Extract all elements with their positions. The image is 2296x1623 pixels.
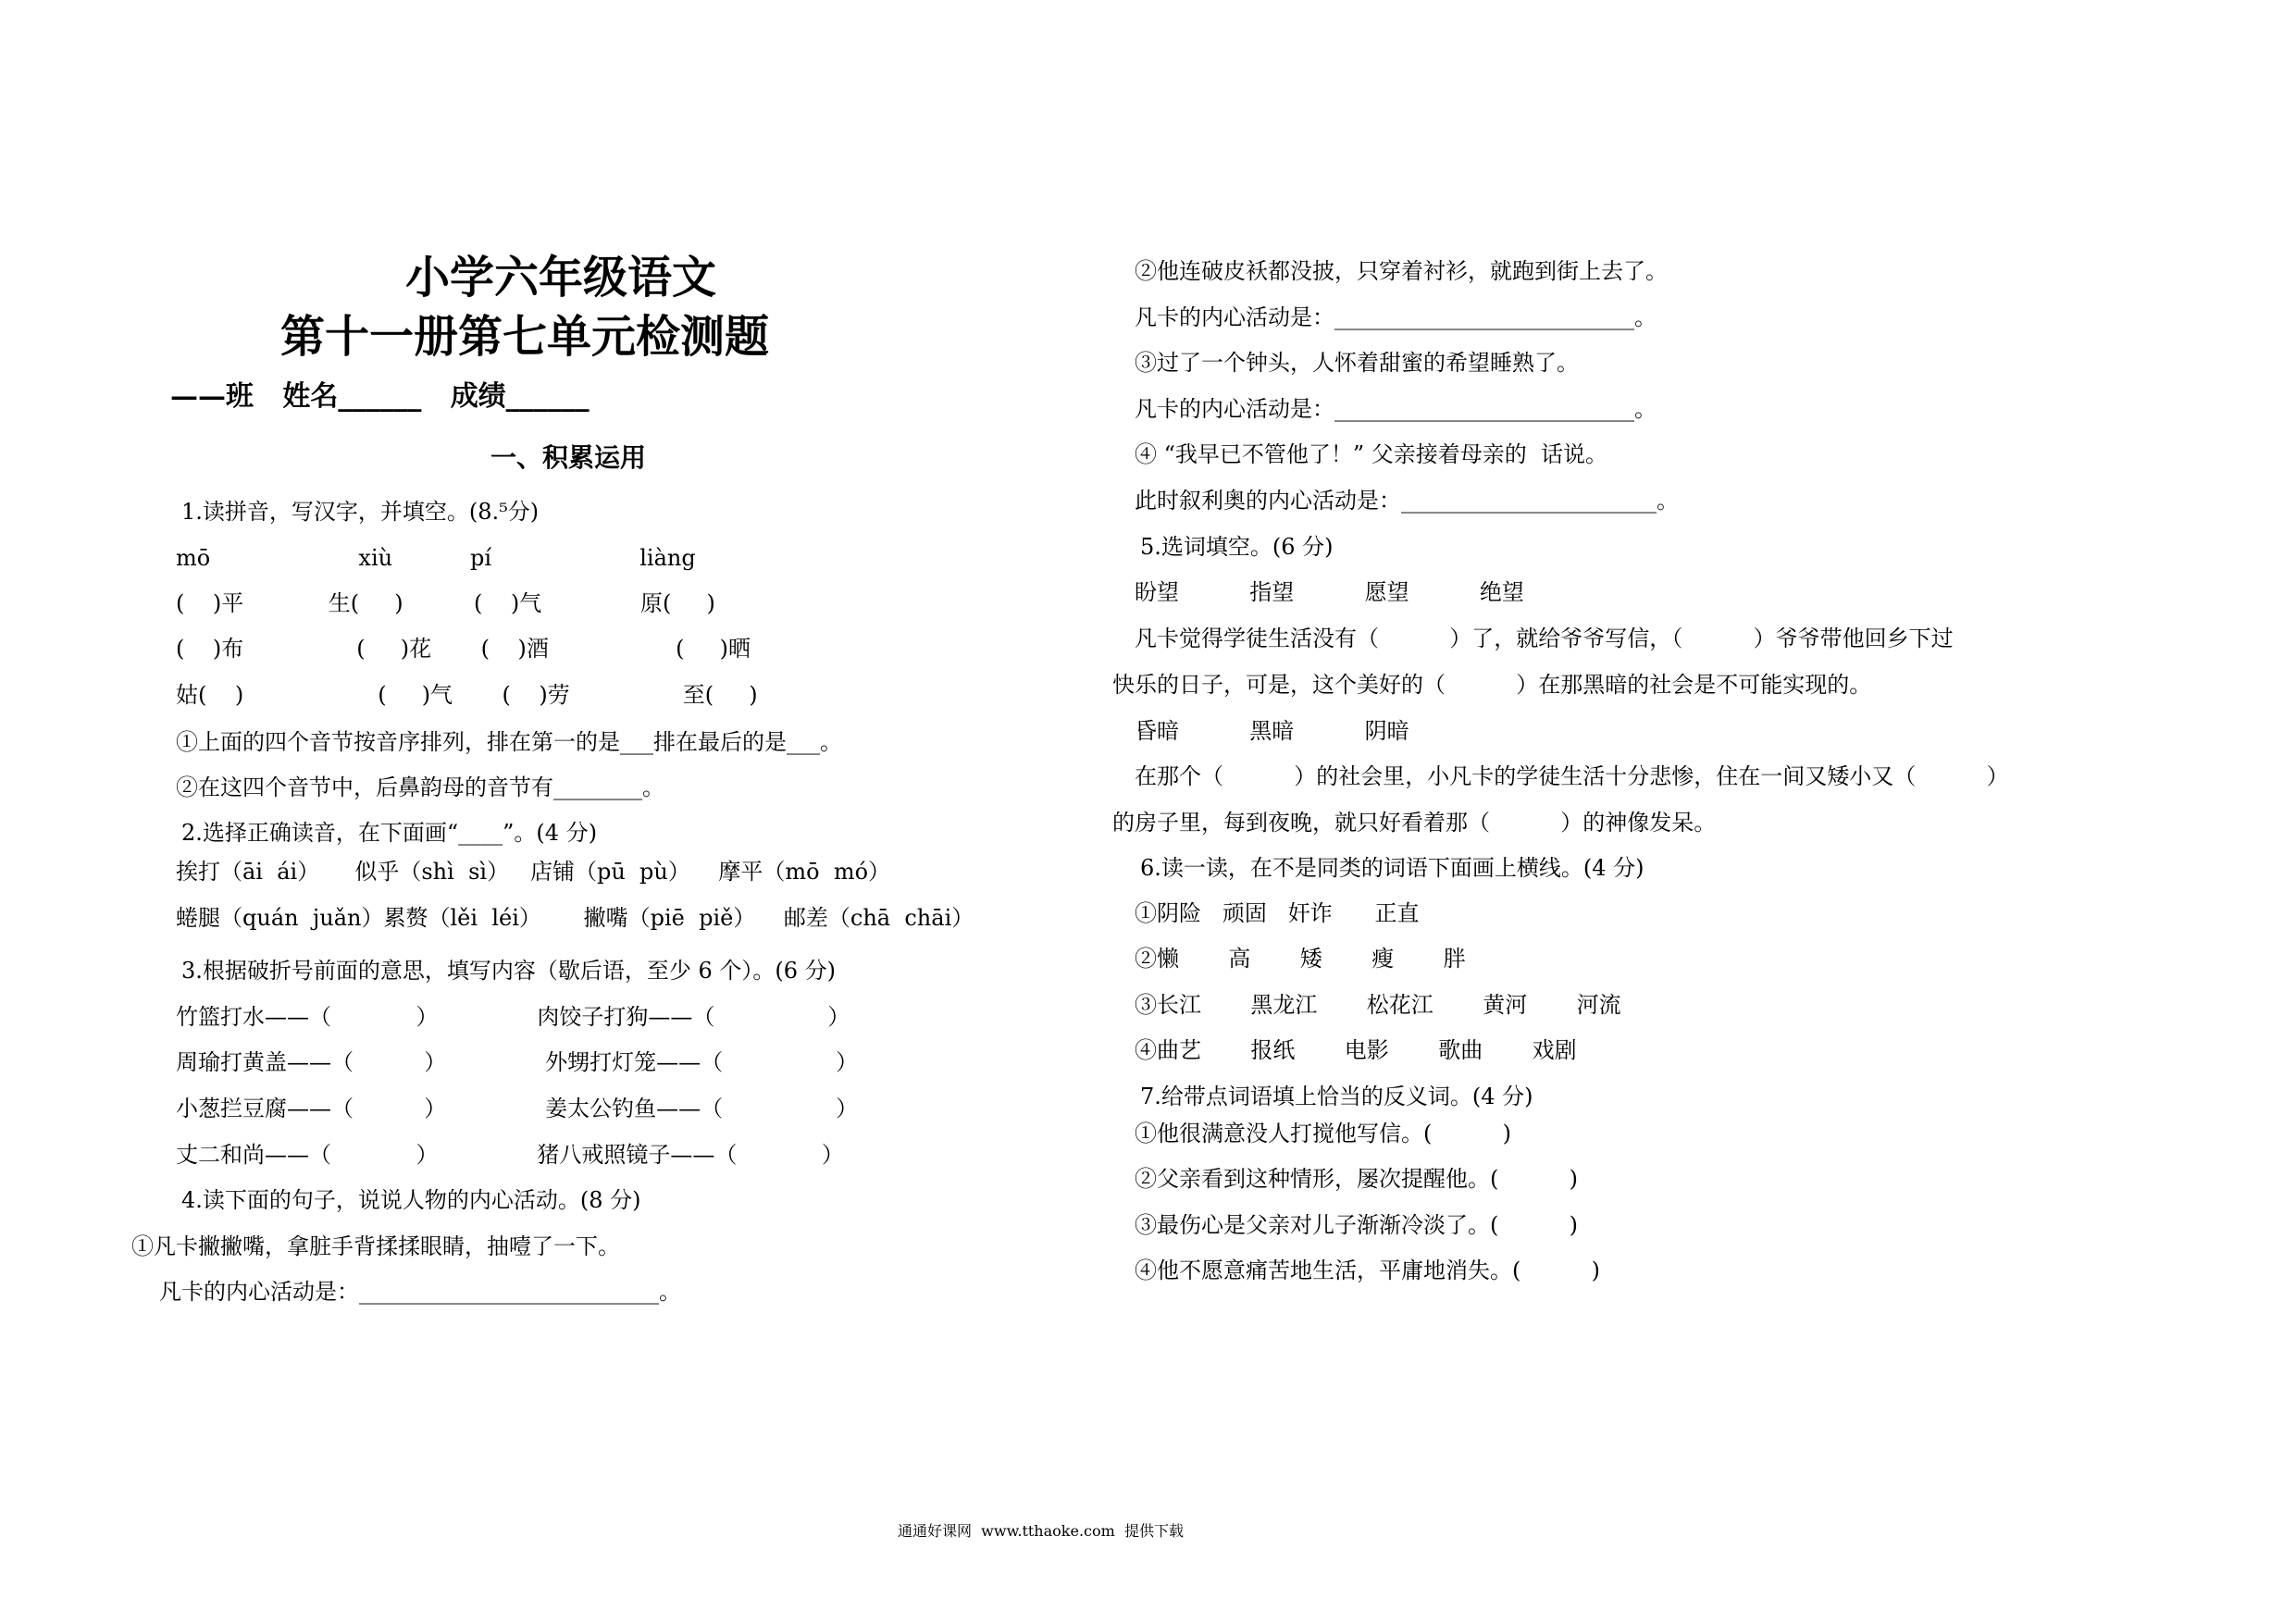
- word-group: ②懒 高 矮 瘦 胖: [1135, 946, 1466, 972]
- student-info-row: [170, 379, 590, 415]
- question-text: 的房子里，每到夜晚，就只好看着那（ ）的神像发呆。: [1112, 810, 1717, 836]
- word-group: ①阴险 顽固 奸诈 正直: [1135, 900, 1420, 926]
- answer-line: 此时叙利奥的内心活动是：_______________________。: [1135, 488, 1679, 514]
- question-1-heading: 1.读拼音，写汉字，并填空。(8.⁵分): [181, 499, 540, 525]
- question-text: ②在这四个音节中，后鼻韵母的音节有________。: [176, 774, 664, 800]
- question-text: ①上面的四个音节按音序排列，排在第一的是___排在最后的是___。: [176, 729, 842, 755]
- idiom-row: 小葱拦豆腐——（ ） 姜太公钓鱼——（ ）: [176, 1096, 859, 1121]
- question-text: ②他连破皮袄都没披，只穿着衬衫，就跑到街上去了。: [1135, 258, 1668, 284]
- question-3-heading: 3.根据破折号前面的意思，填写内容（歇后语，至少 6 个）。(6 分): [181, 958, 837, 984]
- question-text: ③过了一个钟头，人怀着甜蜜的希望睡熟了。: [1135, 350, 1579, 376]
- word-group: ④曲艺 报纸 电影 歌曲 戏剧: [1135, 1037, 1577, 1063]
- word-choices: 盼望 指望 愿望 绝望: [1135, 579, 1524, 605]
- idiom-row: 丈二和尚——（ ） 猪八戒照镜子——（ ）: [176, 1142, 844, 1168]
- question-4-heading: 4.读下面的句子，说说人物的内心活动。(8 分): [181, 1187, 641, 1213]
- page-subtitle: 第十一册第七单元检测题: [280, 311, 770, 363]
- word-group: ③长江 黑龙江 松花江 黄河 河流: [1135, 992, 1621, 1018]
- question-text: 在那个（ ）的社会里，小凡卡的学徒生活十分悲惨，住在一间又矮小又（ ）: [1135, 763, 2009, 789]
- pronunciation-row: 蜷腿（quán juǎn）累赘（lěi léi） 撇嘴（piē piě） 邮差（chā chāi）: [176, 905, 974, 931]
- answer-line: 凡卡的内心活动是：___________________________。: [1135, 396, 1657, 422]
- pronunciation-row: 挨打（āi ái） 似乎（shì sì） 店铺（pū pù） 摩平（mō mó）: [176, 859, 891, 885]
- question-5-heading: 5.选词填空。(6 分): [1140, 534, 1334, 560]
- section-heading: 一、积累运用: [490, 442, 647, 473]
- score-label: 成绩______: [450, 380, 590, 413]
- antonym-item: ④他不愿意痛苦地生活，平庸地消失。( ): [1135, 1258, 1601, 1283]
- idiom-row: 竹篮打水——（ ） 肉饺子打狗——（ ）: [176, 1004, 850, 1030]
- pinyin-row: mō xiù pí liàng: [176, 545, 696, 571]
- question-text: 快乐的日子，可是，这个美好的（ ）在那黑暗的社会是不可能实现的。: [1112, 672, 1872, 698]
- antonym-item: ①他很满意没人打搅他写信。( ): [1135, 1121, 1512, 1146]
- antonym-item: ②父亲看到这种情形，屡次提醒他。( ): [1135, 1166, 1579, 1192]
- antonym-item: ③最伤心是父亲对儿子渐渐冷淡了。( ): [1135, 1212, 1579, 1238]
- question-text: ①凡卡撇撇嘴，拿脏手背揉揉眼睛，抽噎了一下。: [131, 1233, 620, 1259]
- fill-row: 姑( ) ( )气 ( )劳 至( ): [176, 682, 758, 708]
- question-2-heading: 2.选择正确读音，在下面画“____”。(4 分): [181, 820, 598, 846]
- answer-line: 凡卡的内心活动是：___________________________。: [159, 1279, 681, 1305]
- answer-line: 凡卡的内心活动是：___________________________。: [1135, 304, 1657, 330]
- page-title: 小学六年级语文: [405, 252, 717, 304]
- class-label: ——班: [170, 380, 254, 413]
- name-label: 姓名______: [282, 380, 422, 413]
- question-7-heading: 7.给带点词语填上恰当的反义词。(4 分): [1140, 1084, 1533, 1109]
- footer-credit: 通通好课网 www.tthaoke.com 提供下载: [898, 1522, 1184, 1540]
- word-choices: 昏暗 黑暗 阴暗: [1135, 718, 1409, 744]
- idiom-row: 周瑜打黄盖——（ ） 外甥打灯笼——（ ）: [176, 1049, 859, 1075]
- question-text: 凡卡觉得学徒生活没有（ ）了，就给爷爷写信，（ ）爷爷带他回乡下过: [1135, 626, 1954, 651]
- fill-row: ( )平 生( ) ( )气 原( ): [176, 590, 715, 616]
- fill-row: ( )布 ( )花 ( )酒 ( )晒: [176, 636, 751, 662]
- question-text: ④ “我早已不管他了！” 父亲接着母亲的 话说。: [1135, 441, 1608, 467]
- question-6-heading: 6.读一读，在不是同类的词语下面画上横线。(4 分): [1140, 855, 1644, 881]
